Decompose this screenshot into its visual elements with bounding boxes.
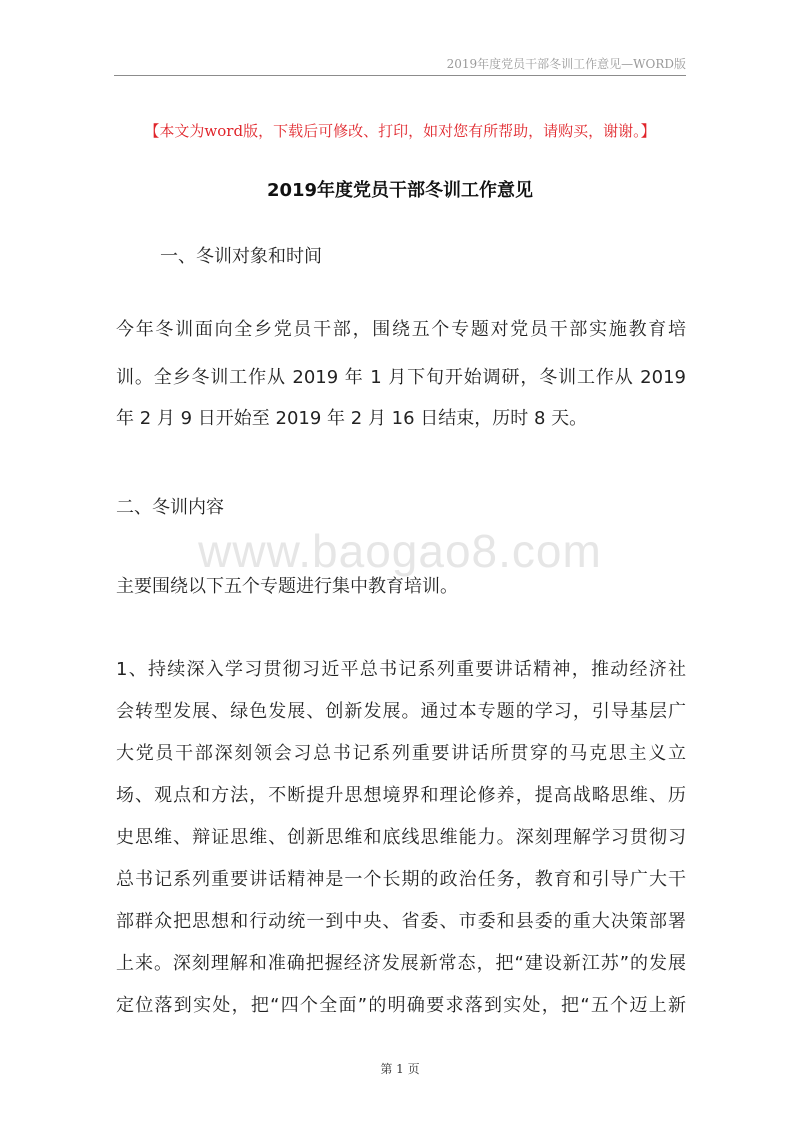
paragraph-line: 场、观点和方法，不断提升思想境界和理论修养，提高战略思维、历	[116, 785, 686, 806]
paragraph-line: 今年冬训面向全乡党员干部，围绕五个专题对党员干部实施教育培	[116, 319, 686, 340]
section-heading-2: 二、冬训内容	[116, 497, 224, 518]
paragraph-line: 训。全乡冬训工作从 2019 年 1 月下旬开始调研，冬训工作从 2019	[116, 367, 686, 388]
paragraph-line: 定位落到实处，把“四个全面”的明确要求落到实处，把“五个迈上新	[116, 995, 686, 1016]
paragraph-line: 大党员干部深刻领会习总书记系列重要讲话所贯穿的马克思主义立	[116, 743, 686, 764]
header-title: 2019年度党员干部冬训工作意见—WORD版	[446, 57, 686, 71]
paragraph-line: 上来。深刻理解和准确把握经济发展新常态，把“建设新江苏”的发展	[116, 953, 686, 974]
document-title: 2019年度党员干部冬训工作意见	[266, 180, 534, 201]
paragraph-line: 会转型发展、绿色发展、创新发展。通过本专题的学习，引导基层广	[116, 701, 686, 722]
paragraph-line: 史思维、辩证思维、创新思维和底线思维能力。深刻理解学习贯彻习	[116, 827, 686, 848]
page-header	[114, 53, 686, 76]
purchase-notice: 【本文为word版，下载后可修改、打印，如对您有所帮助，请购买，谢谢。】	[144, 122, 656, 140]
paragraph-line: 总书记系列重要讲话精神是一个长期的政治任务，教育和引导广大干	[116, 869, 686, 890]
paragraph-line: 年 2 月 9 日开始至 2019 年 2 月 16 日结束，历时 8 天。	[116, 408, 588, 429]
paragraph-line: 主要围绕以下五个专题进行集中教育培训。	[116, 576, 458, 597]
section-heading-1: 一、冬训对象和时间	[160, 246, 322, 267]
paragraph-line: 部群众把思想和行动统一到中央、省委、市委和县委的重大决策部署	[116, 911, 686, 932]
paragraph-line: 1、持续深入学习贯彻习近平总书记系列重要讲话精神，推动经济社	[116, 659, 686, 680]
watermark-text: www.baogao8.com	[198, 525, 602, 577]
page-number: 第 1 页	[380, 1062, 420, 1076]
